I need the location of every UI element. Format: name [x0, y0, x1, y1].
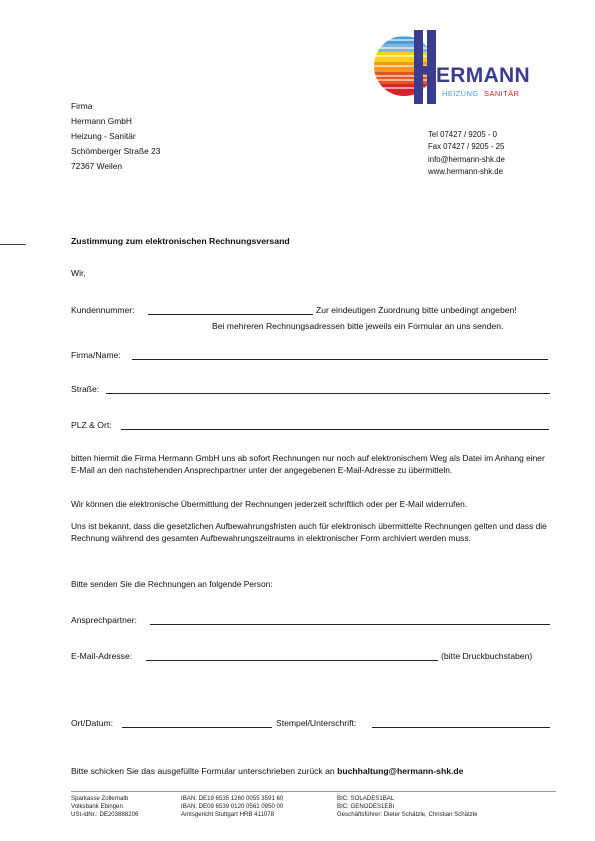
recipient-address	[71, 99, 160, 174]
salutation: Wir,	[71, 268, 86, 278]
address-line: Firma	[71, 101, 93, 111]
logo-heizung: HEIZUNG	[442, 89, 479, 98]
customer-number-label: Kundennummer:	[71, 305, 135, 315]
email-label: E-Mail-Adresse:	[71, 651, 133, 661]
date-field[interactable]	[122, 718, 272, 728]
multiple-address-note: Bei mehreren Rechnungsadressen bitte jeweils ein Formular an uns senden.	[212, 321, 504, 331]
fold-mark	[0, 244, 26, 245]
retention-paragraph: Uns ist bekannt, dass die gesetzlichen Aufbewahrungsfristen auch für elektronisch übermittelte Rechnungen gelten und dass die Rechnung während des gesamten Aufbewahrungszeitraums in elektronischer Form archiviert werden muss.	[71, 521, 547, 543]
footer-line: USt-IdNr.: DE203888206	[71, 811, 139, 819]
address-line: 72367 Weilen	[71, 161, 123, 171]
return-text: Bitte schicken Sie das ausgefüllte Formular unterschrieben zurück an	[71, 766, 335, 776]
return-email[interactable]: buchhaltung@hermann-shk.de	[337, 766, 464, 776]
city-field[interactable]	[121, 420, 549, 430]
footer-line: Amtsgericht Stuttgart HRB 411078	[181, 811, 275, 819]
address-line: Hermann GmbH	[71, 116, 132, 126]
consent-paragraph: bitten hiermit die Firma Hermann GmbH uns ab sofort Rechnungen nur noch auf elektronischem Weg als Datei im Anhang einer E-Mail an den nachstehenden Ansprechpartner unter der angegebenen E-Mail-Adresse zu übermitteln.	[71, 453, 545, 475]
logo-subline	[442, 89, 519, 98]
footer-iban-col	[181, 795, 283, 820]
company-field[interactable]	[132, 350, 548, 360]
date-label: Ort/Datum:	[71, 718, 114, 728]
footer-bic-col	[337, 795, 478, 820]
contact-website[interactable]: www.hermann-shk.de	[428, 167, 503, 177]
footer-line: Sparkasse Zollernalb	[71, 795, 129, 802]
company-logo	[372, 28, 557, 108]
city-label: PLZ & Ort:	[71, 420, 112, 430]
footer-bank-col	[71, 795, 138, 820]
footer-divider	[71, 791, 556, 792]
signature-label: Stempel/Unterschrift:	[276, 718, 357, 728]
logo-sanitaer: SANITÄR	[484, 89, 520, 98]
footer-line: Volksbank Ebingen	[71, 803, 123, 811]
customer-number-field[interactable]	[148, 305, 313, 315]
email-note: (bitte Druckbuchstaben)	[441, 651, 533, 661]
customer-number-row	[71, 305, 135, 315]
contact-email[interactable]: info@hermann-shk.de	[428, 154, 505, 164]
street-label: Straße:	[71, 384, 100, 394]
address-line: Schömberger Straße 23	[71, 146, 161, 156]
footer-line: IBAN: DE09 6539 0120 0561 0950 00	[181, 803, 284, 811]
footer-line: BIC: GENODES1EBI	[337, 803, 395, 811]
company-label: Firma/Name:	[71, 350, 121, 360]
revocation-paragraph: Wir können die elektronische Übermittlung der Rechnungen jederzeit schriftlich oder per E-Mail widerrufen.	[71, 499, 468, 509]
contact-fax: Fax 07427 / 9205 - 25	[428, 142, 505, 152]
contact-phone: Tel 07427 / 9205 - 0	[428, 130, 497, 139]
email-field[interactable]	[146, 651, 438, 661]
footer-line: IBAN: DE19 6535 1260 0055 3591 60	[181, 795, 284, 802]
logo-wordmark: ERMANN	[436, 64, 530, 87]
footer-line: Geschäftsführer: Dieter Schätzle, Christian Schätzle	[337, 811, 478, 819]
customer-number-note: Zur eindeutigen Zuordnung bitte unbedingt angeben!	[316, 305, 517, 315]
contact-person-field[interactable]	[150, 615, 550, 625]
signature-field[interactable]	[372, 718, 550, 728]
send-to-paragraph: Bitte senden Sie die Rechnungen an folgende Person:	[71, 579, 273, 589]
street-field[interactable]	[106, 384, 550, 394]
document-title: Zustimmung zum elektronischen Rechnungsversand	[71, 236, 290, 246]
contact-block	[428, 129, 505, 179]
return-instruction	[71, 766, 463, 778]
address-line: Heizung - Sanitär	[71, 131, 136, 141]
contact-person-label: Ansprechpartner:	[71, 615, 137, 625]
footer-line: BIC: SOLADES1BAL	[337, 795, 395, 802]
